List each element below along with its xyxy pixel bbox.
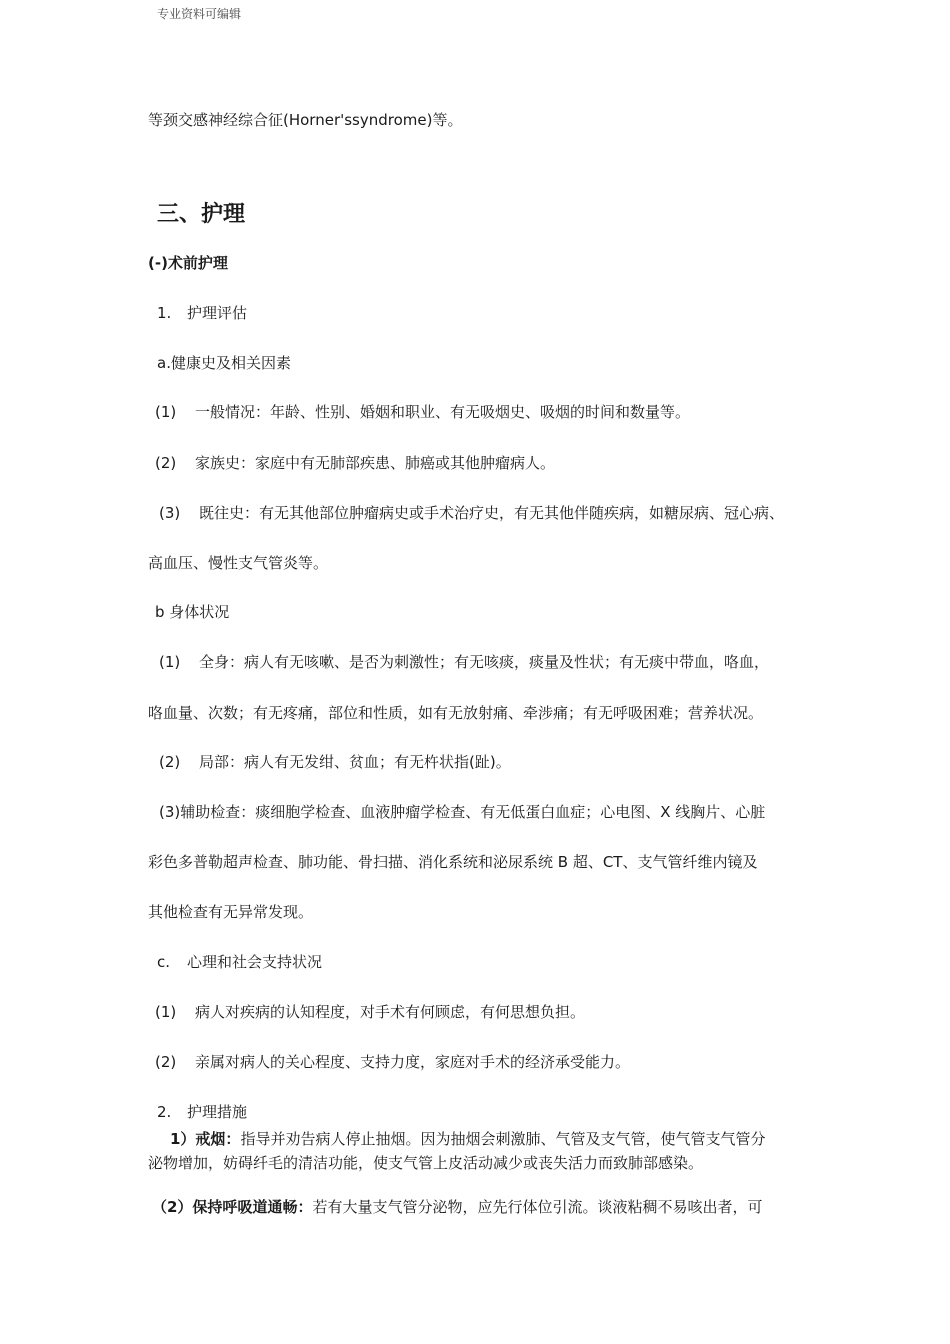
item-number: (3)	[159, 504, 181, 522]
item-number: (1)	[159, 653, 181, 671]
item-text: 一般情况：年龄、性别、婚姻和职业、有无吸烟史、吸烟的时间和数量等。	[195, 403, 691, 421]
item-text: 全身：病人有无咳嗽、是否为刺激性；有无咳痰，痰量及性状；有无痰中带血，咯血，	[199, 653, 770, 671]
item-a1	[155, 402, 690, 422]
measure-text: 若有大量支气管分泌物，应先行体位引流。谈液粘稠不易咳出者，可	[312, 1198, 763, 1216]
item-text: 心理和社会支持状况	[187, 953, 323, 971]
measure-2	[152, 1197, 762, 1217]
item-a3-continued: 高血压、慢性支气管炎等。	[148, 554, 329, 572]
subheading-b: b 身体状况	[155, 603, 230, 621]
intro-text: 等颈交感神经综合征(Horner'ssyndrome)等。	[148, 111, 463, 129]
item-text: 病人对疾病的认知程度，对手术有何顾虑，有何思想负担。	[195, 1003, 586, 1021]
item-b2	[159, 752, 511, 772]
item-1	[157, 303, 247, 323]
item-b3: (3)辅助检查：痰细胞学检查、血液肿瘤学检查、有无低蛋白血症；心电图、X 线胸片、心脏	[159, 803, 766, 821]
subsection-title: (-)术前护理	[148, 254, 228, 272]
item-text: 既往史：有无其他部位肿瘤病史或手术治疗史，有无其他伴随疾病，如糖尿病、冠心病、	[199, 504, 785, 522]
item-number: c.	[157, 953, 171, 971]
header-note: 专业资料可编辑	[157, 7, 242, 21]
subheading-a: a.健康史及相关因素	[157, 354, 291, 372]
item-c1	[155, 1002, 585, 1022]
item-b3-continued-2: 其他检查有无异常发现。	[148, 903, 314, 921]
item-b3-continued-1: 彩色多普勒超声检查、肺功能、骨扫描、消化系统和泌尿系统 B 超、CT、支气管纤维内镜及	[148, 853, 758, 871]
item-number: (1)	[155, 1003, 177, 1021]
measure-1	[170, 1129, 765, 1149]
item-b1-continued: 咯血量、次数；有无疼痛，部位和性质，如有无放射痛、牵涉痛；有无呼吸困难；营养状况。	[148, 704, 764, 722]
item-2	[157, 1102, 247, 1122]
item-text: 护理评估	[187, 304, 248, 322]
item-text: 家族史：家庭中有无肺部疾患、肺癌或其他肿瘤病人。	[195, 454, 556, 472]
item-number: (2)	[155, 454, 177, 472]
item-a2	[155, 453, 555, 473]
item-number: 1.	[157, 304, 172, 322]
measure-lead: 1）戒烟：	[170, 1130, 241, 1148]
item-number: (2)	[155, 1053, 177, 1071]
item-number: 2.	[157, 1103, 172, 1121]
measure-text: 指导并劝告病人停止抽烟。因为抽烟会刺激肺、气管及支气管，使气管支气管分	[240, 1130, 766, 1148]
item-b1	[159, 652, 769, 672]
measure-1-continued: 泌物增加，妨碍纤毛的清洁功能，使支气管上皮活动减少或丧失活力而致肺部感染。	[148, 1154, 704, 1172]
item-number: (1)	[155, 403, 177, 421]
item-number: (2)	[159, 753, 181, 771]
item-c2	[155, 1052, 630, 1072]
item-text: 护理措施	[187, 1103, 248, 1121]
item-text: 亲属对病人的关心程度、支持力度，家庭对手术的经济承受能力。	[195, 1053, 631, 1071]
subheading-c	[157, 952, 322, 972]
item-text: 局部：病人有无发绀、贫血；有无杵状指(趾)。	[199, 753, 511, 771]
section-title: 三、护理	[157, 202, 246, 227]
item-a3	[159, 503, 784, 523]
measure-lead: （2）保持呼吸道通畅：	[152, 1198, 313, 1216]
